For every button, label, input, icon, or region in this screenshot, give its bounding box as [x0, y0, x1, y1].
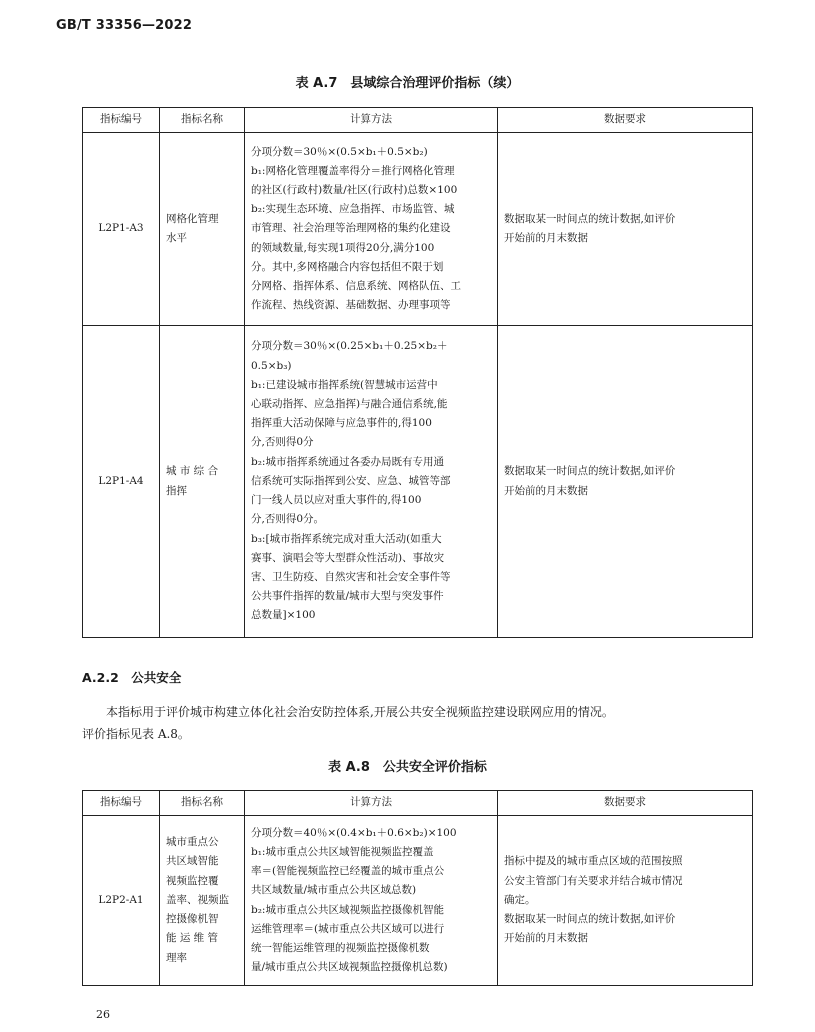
indicator-code: L2P2-A1 [83, 816, 160, 986]
name-line: 视频监控覆 [166, 874, 219, 887]
calc-line: 门一线人员以应对重大事件的,得100 [251, 494, 422, 507]
calc-line: 分,否则得0分 [251, 436, 314, 449]
table-row [83, 816, 753, 986]
table-row [83, 133, 753, 326]
req-line: 数据取某一时间点的统计数据,如评价 [504, 212, 676, 225]
calc-line: 量/城市重点公共区域视频监控摄像机总数) [251, 961, 448, 974]
col-header-requirement: 数据要求 [498, 108, 753, 133]
name-line: 盖率、视频监 [166, 893, 229, 906]
col-header-code: 指标编号 [83, 791, 160, 816]
indicator-code: L2P1-A4 [83, 326, 160, 638]
req-line: 开始前的月末数据 [504, 932, 588, 945]
calc-line: b₁:已建设城市指挥系统(智慧城市运营中 [251, 378, 438, 391]
req-line: 开始前的月末数据 [504, 232, 588, 244]
indicator-name [160, 816, 245, 986]
name-line: 城 市 综 合 [166, 465, 219, 478]
name-line: 共区域智能 [166, 855, 219, 868]
section-title: A.2.2 公共安全 [82, 670, 182, 685]
calculation-method [245, 326, 498, 638]
calc-line: 分项分数＝40％×(0.4×b₁＋0.6×b₂)×100 [251, 826, 457, 839]
col-header-name: 指标名称 [160, 791, 245, 816]
calc-line: b₂:实现生态环境、应急指挥、市场监管、城 [251, 203, 455, 216]
col-header-name: 指标名称 [160, 108, 245, 133]
section-paragraph [82, 701, 772, 745]
calc-line: 总数量]×100 [251, 609, 316, 622]
calc-line: 分,否则得0分。 [251, 513, 325, 526]
calculation-method [245, 133, 498, 326]
page-number: 26 [96, 1008, 110, 1021]
table-header-row [83, 791, 753, 816]
name-line: 城市重点公 [166, 836, 219, 849]
col-header-code: 指标编号 [83, 108, 160, 133]
data-requirement [498, 816, 753, 986]
calc-line: 分项分数＝30％×(0.25×b₁＋0.25×b₂＋ [251, 340, 448, 353]
data-requirement [498, 133, 753, 326]
calc-line: 公共事件指挥的数量/城市大型与突发事件 [251, 590, 444, 603]
table-header-row [83, 108, 753, 133]
name-line: 理率 [166, 951, 187, 964]
calc-line: 的社区(行政村)数量/社区(行政村)总数×100 [251, 183, 458, 196]
calc-line: b₁:城市重点公共区域智能视频监控覆盖 [251, 845, 434, 858]
name-line: 指挥 [166, 484, 187, 497]
indicator-name [160, 326, 245, 638]
calc-line: b₃:[城市指挥系统完成对重大活动(如重大 [251, 532, 442, 545]
name-line: 能 运 维 管 [166, 932, 219, 945]
calculation-method [245, 816, 498, 986]
paragraph-line: 本指标用于评价城市构建立体化社会治安防控体系,开展公共安全视频监控建设联网应用的情况。 [106, 705, 614, 719]
calc-line: 分项分数＝30％×(0.5×b₁＋0.5×b₂) [251, 145, 428, 158]
name-line: 水平 [166, 232, 187, 244]
table-a8-caption: 表 A.8 公共安全评价指标 [328, 760, 487, 775]
calc-line: 害、卫生防疫、自然灾害和社会安全事件等 [251, 570, 451, 583]
calc-line: 0.5×b₃) [251, 359, 292, 372]
req-line: 数据取某一时间点的统计数据,如评价 [504, 913, 676, 926]
req-line: 公安主管部门有关要求并结合城市情况 [504, 874, 683, 887]
calc-line: 信系统可实际指挥到公安、应急、城管等部 [251, 474, 451, 487]
standard-number: GB/T 33356—2022 [56, 18, 193, 33]
calc-line: 分网格、指挥体系、信息系统、网格队伍、工 [251, 280, 461, 292]
calc-line: 作流程、热线资源、基础数据、办理事项等 [251, 299, 451, 312]
indicator-name [160, 133, 245, 326]
col-header-method: 计算方法 [245, 791, 498, 816]
indicator-code: L2P1-A3 [83, 133, 160, 326]
name-line: 网格化管理 [166, 212, 219, 225]
calc-line: 赛事、演唱会等大型群众性活动)、事故灾 [251, 551, 445, 564]
name-line: 控摄像机智 [166, 913, 219, 926]
calc-line: 率＝(智能视频监控已经覆盖的城市重点公 [251, 865, 445, 878]
table-a8 [82, 790, 753, 986]
calc-line: b₂:城市指挥系统通过各委办局既有专用通 [251, 455, 444, 468]
data-requirement [498, 326, 753, 638]
calc-line: 共区域数量/城市重点公共区域总数) [251, 884, 417, 897]
calc-line: b₂:城市重点公共区域视频监控摄像机智能 [251, 903, 444, 916]
calc-line: 分。其中,多网格融合内容包括但不限于划 [251, 260, 444, 273]
calc-line: b₁:网格化管理覆盖率得分＝推行网格化管理 [251, 164, 455, 177]
req-line: 开始前的月末数据 [504, 484, 588, 497]
req-line: 指标中提及的城市重点区域的范围按照 [504, 855, 683, 868]
calc-line: 心联动指挥、应急指挥)与融合通信系统,能 [251, 398, 448, 411]
col-header-method: 计算方法 [245, 108, 498, 133]
col-header-requirement: 数据要求 [498, 791, 753, 816]
req-line: 确定。 [504, 893, 536, 906]
calc-line: 市管理、社会治理等治理网格的集约化建设 [251, 222, 451, 235]
paragraph-line: 评价指标见表 A.8。 [82, 727, 190, 741]
calc-line: 指挥重大活动保障与应急事件的,得100 [251, 417, 432, 430]
calc-line: 的领域数量,每实现1项得20分,满分100 [251, 241, 435, 254]
calc-line: 统一智能运维管理的视频监控摄像机数 [251, 941, 430, 954]
req-line: 数据取某一时间点的统计数据,如评价 [504, 465, 676, 478]
table-row [83, 326, 753, 638]
table-a7 [82, 107, 753, 638]
table-a7-caption: 表 A.7 县域综合治理评价指标（续） [295, 76, 520, 91]
calc-line: 运维管理率＝(城市重点公共区域可以进行 [251, 922, 445, 935]
